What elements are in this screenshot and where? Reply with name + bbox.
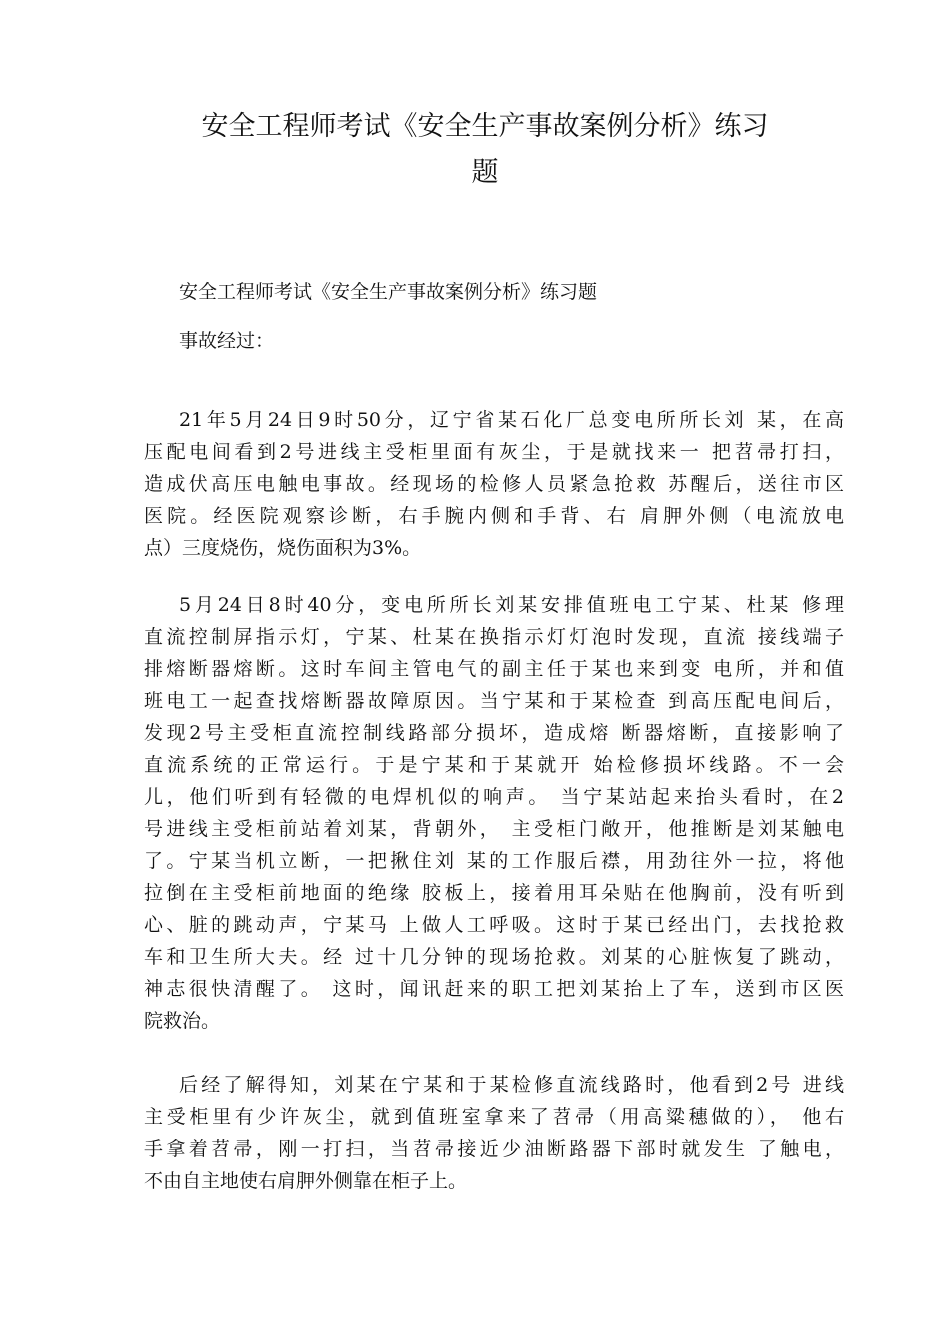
document-title-line-2: 题 bbox=[471, 157, 499, 188]
document-title-line-1: 安全工程师考试《安全生产事故案例分析》练习 bbox=[201, 111, 769, 142]
paragraph-line: 心、脏的跳动声，宁某马 上做人工呼吸。这时于某已经出门，去找抢救 bbox=[144, 914, 844, 936]
paragraph-accident-summary bbox=[144, 404, 844, 564]
paragraph-line: 主受柜里有少许灰尘，就到值班室拿来了苕帚（用高粱穗做的）， 他右 bbox=[144, 1106, 844, 1128]
paragraph-line: 直流控制屏指示灯，宁某、杜某在换指示灯灯泡时发现，直流 接线端子 bbox=[144, 626, 844, 648]
section-heading-accident-process: 事故经过： bbox=[179, 330, 275, 352]
paragraph-line: 拉倒在主受柜前地面的绝缘 胶板上，接着用耳朵贴在他胸前，没有听到 bbox=[144, 882, 844, 904]
document-subtitle: 安全工程师考试《安全生产事故案例分析》练习题 bbox=[179, 281, 598, 303]
paragraph-line: 21年5月24日9时50分，辽宁省某石化厂总变电所所长刘 某，在高 bbox=[179, 409, 844, 431]
paragraph-line: 班电工一起查找熔断器故障原因。当宁某和于某检查 到高压配电间后， bbox=[144, 690, 844, 712]
document-title bbox=[160, 104, 810, 196]
paragraph-line: 点）三度烧伤，烧伤面积为3%。 bbox=[144, 537, 422, 559]
paragraph-line: 后经了解得知，刘某在宁某和于某检修直流线路时，他看到2号 进线 bbox=[179, 1074, 844, 1096]
paragraph-accident-details bbox=[144, 589, 844, 1037]
paragraph-line: 排熔断器熔断。这时车间主管电气的副主任于某也来到变 电所，并和值 bbox=[144, 658, 844, 680]
paragraph-line: 神志很快清醒了。 这时，闻讯赶来的职工把刘某抬上了车，送到市区医 bbox=[144, 978, 844, 1000]
paragraph-line: 院救治。 bbox=[144, 1010, 221, 1032]
paragraph-line: 了。宁某当机立断，一把揪住刘 某的工作服后襟，用劲往外一拉，将他 bbox=[144, 850, 844, 872]
paragraph-accident-cause bbox=[144, 1069, 844, 1197]
paragraph-line: 直流系统的正常运行。于是宁某和于某就开 始检修损坏线路。不一会 bbox=[144, 754, 844, 776]
paragraph-line: 号进线主受柜前站着刘某，背朝外， 主受柜门敞开，他推断是刘某触电 bbox=[144, 818, 844, 840]
paragraph-line: 压配电间看到2号进线主受柜里面有灰尘，于是就找来一 把苕帚打扫， bbox=[144, 441, 844, 463]
paragraph-line: 儿，他们听到有轻微的电焊机似的响声。 当宁某站起来抬头看时，在2 bbox=[144, 786, 844, 808]
paragraph-line: 发现2号主受柜直流控制线路部分损坏，造成熔 断器熔断，直接影响了 bbox=[144, 722, 844, 744]
paragraph-line: 手拿着苕帚，刚一打扫，当苕帚接近少油断路器下部时就发生 了触电， bbox=[144, 1138, 844, 1160]
paragraph-line: 医院。经医院观察诊断，右手腕内侧和手背、右 肩胛外侧（电流放电 bbox=[144, 505, 844, 527]
paragraph-line: 车和卫生所大夫。经 过十几分钟的现场抢救。刘某的心脏恢复了跳动， bbox=[144, 946, 844, 968]
paragraph-line: 5月24日8时40分，变电所所长刘某安排值班电工宁某、杜某 修理 bbox=[179, 594, 844, 616]
paragraph-line: 不由自主地使右肩胛外侧靠在柜子上。 bbox=[144, 1170, 468, 1192]
paragraph-line: 造成伏高压电触电事故。经现场的检修人员紧急抢救 苏醒后，送往市区 bbox=[144, 473, 844, 495]
